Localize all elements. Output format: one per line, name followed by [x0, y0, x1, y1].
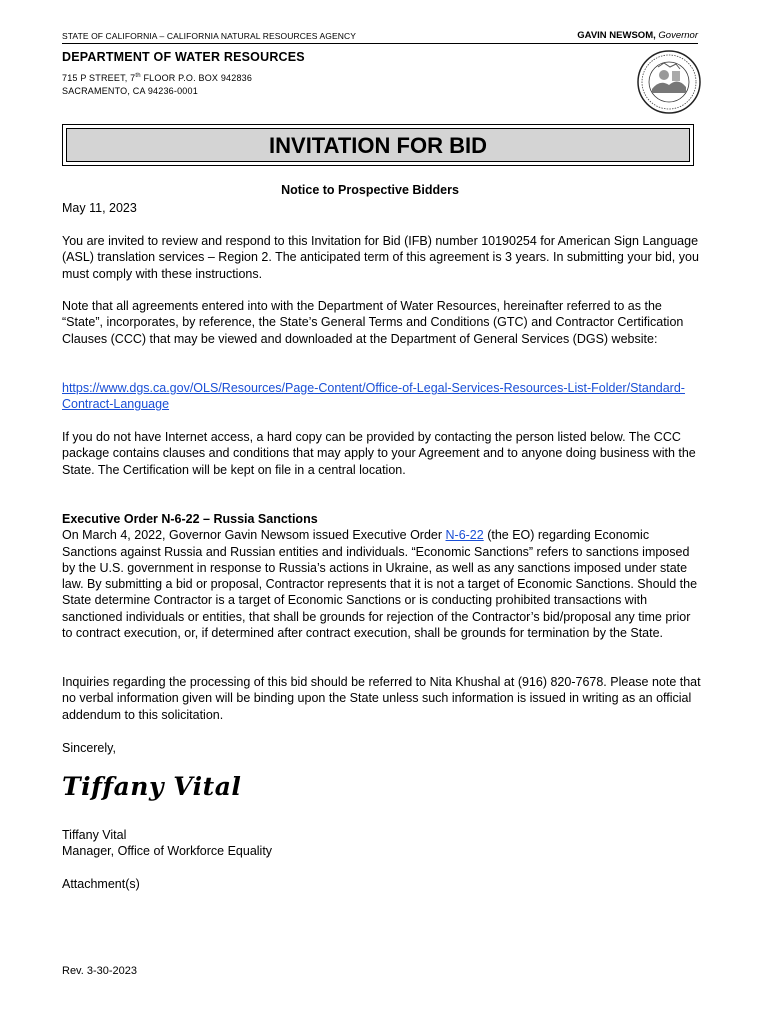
header-bar [62, 29, 698, 44]
signature: Tiffany Vital [62, 772, 242, 801]
state-seal-icon [636, 49, 702, 115]
eo-link[interactable]: N-6-22 [445, 528, 484, 543]
department-name: DEPARTMENT OF WATER RESOURCES [62, 50, 305, 64]
paragraph-inquiries: Inquiries regarding the processing of this bid should be referred to Nita Khushal at (916) 820-7678. Please note that no verbal information given will be binding upon the State unless such information is issued in writing as an official addendum to this solicitation. [62, 675, 701, 722]
paragraph-gtc: Note that all agreements entered into with the Department of Water Resources, hereinafter referred to as the “State”, incorporates, by reference, the State’s General Terms and Conditions (GTC) and Contractor Certification Clauses (CCC) that may be viewed and downloaded at the Department of General Services (DGS) website: [62, 299, 684, 346]
closing: Sincerely, [62, 741, 116, 755]
notice-heading: Notice to Prospective Bidders [281, 183, 459, 197]
agency-name: STATE OF CALIFORNIA – CALIFORNIA NATURAL RESOURCES AGENCY [62, 31, 356, 41]
address-line-2: SACRAMENTO, CA 94236-0001 [62, 86, 198, 96]
governor-line [577, 30, 698, 41]
attachments: Attachment(s) [62, 877, 140, 891]
address-line-1: 715 P STREET, 7th FLOOR P.O. BOX 942836 [62, 73, 253, 83]
signer-block [62, 827, 702, 860]
revision-date: Rev. 3-30-2023 [62, 965, 138, 977]
department-address [62, 70, 252, 98]
letter-date: May 11, 2023 [62, 201, 137, 215]
paragraph-hard-copy: If you do not have Internet access, a hard copy can be provided by contacting the person listed below. The CCC package contains clauses and conditions that may apply to your Agreement and to anyone doing business with the State. The Certification will be kept on file in a central location. [62, 430, 696, 477]
paragraph-ifb-intro: You are invited to review and respond to this Invitation for Bid (IFB) number 10190254 for American Sign Language (ASL) translation services – Region 2. The anticipated term of this agreement is 3 years. In submitting your bid, you must comply with these instructions. [62, 234, 699, 281]
document-title: INVITATION FOR BID [66, 128, 690, 162]
executive-order-section [62, 511, 702, 641]
governor-name: GAVIN NEWSOM, [577, 30, 656, 41]
eo-heading: Executive Order N-6-22 – Russia Sanctions [62, 512, 318, 526]
title-box [62, 124, 694, 166]
governor-title: Governor [658, 30, 698, 41]
dgs-link[interactable]: https://www.dgs.ca.gov/OLS/Resources/Page-Content/Office-of-Legal-Services-Resources-List-Folder/Standard-Contract-Language [62, 381, 685, 412]
signer-title: Manager, Office of Workforce Equality [62, 844, 273, 859]
eo-paragraph: On March 4, 2022, Governor Gavin Newsom issued Executive Order N-6-22 (the EO) regarding Economic Sanctions against Russia and Russian entities and individuals. “Economic Sanctions” refers to sanctions imposed by the U.S. government in response to Russia’s actions in Ukraine, as well as any sanctions imposed under state law. By submitting a bid or proposal, Contractor represents that it is not a target of Economic Sanctions. Should the State determine Contractor is a target of Economic Sanctions or is conducting prohibited transactions with sanctioned individuals or entities, that shall be grounds for rejection of the Contractor’s bid/proposal any time prior to contract execution, or, if determined after contract execution, shall be grounds for termination by the State. [62, 528, 698, 641]
signer-name: Tiffany Vital [62, 828, 127, 842]
